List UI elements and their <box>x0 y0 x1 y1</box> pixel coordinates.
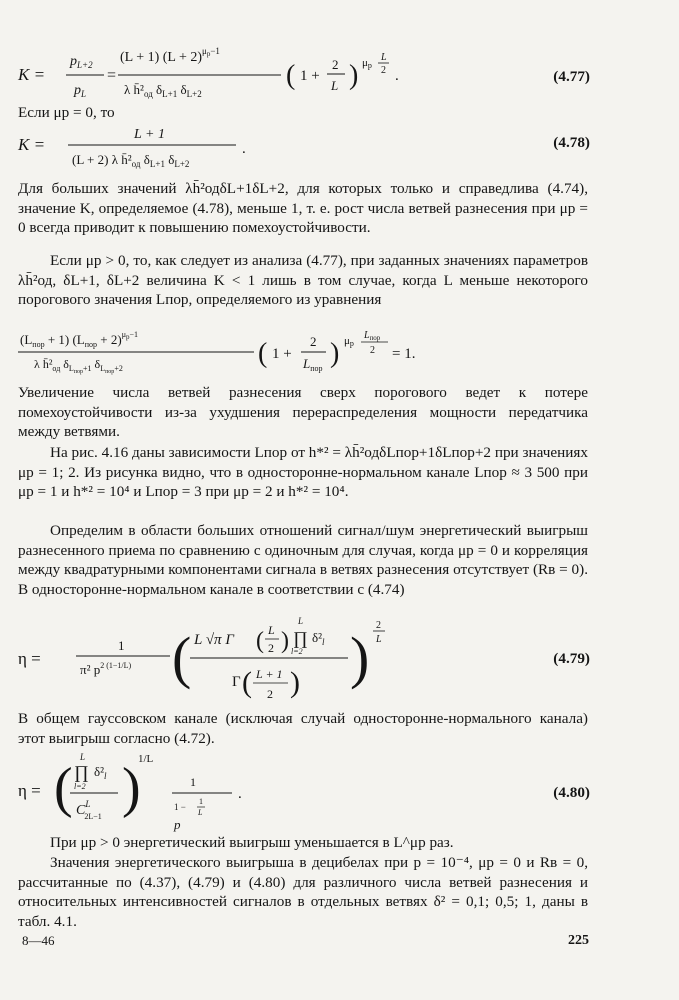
svg-text:L: L <box>331 78 339 93</box>
svg-text:Lпор: $L_{пор}$ <box>303 356 323 373</box>
svg-text:L + 1: L + 1 <box>256 667 283 681</box>
svg-text:.: . <box>242 141 246 157</box>
equation-threshold <box>18 322 590 378</box>
equation-4-79 <box>18 612 590 710</box>
svg-text:pL: $p_L$ <box>74 83 87 99</box>
equation-4-80 <box>18 748 590 834</box>
svg-text:δ²l: $\delta^2_l$ <box>312 630 325 647</box>
page-number: 225 <box>568 933 589 948</box>
svg-text:1/L: 1/L <box>138 753 154 765</box>
paragraph: На рис. 4.16 даны зависимости Lпор от h*² = λh̄²одδLпор+1δLпор+2 при значениях μр = 1; 2. Из рисунка видно, что в односторонне-нормальном канале Lпор ≈ 3 500 при μр = 1 и h*² = 10⁴ и Lпор = 3 при μр = 2 и h*² = 10⁴. <box>18 444 588 501</box>
svg-text:L: L <box>198 808 203 817</box>
svg-text:η =: η = <box>18 649 41 668</box>
paragraph: Если μр = 0, то <box>18 104 115 121</box>
svg-text:2: 2 <box>381 65 386 76</box>
paragraph: Определим в области больших отношений сигнал/шум энергетический выигрыш разнесенного приема по сравнению с одиночным для случая, когда μр = 0 и корреляция между квадратурными компонентами сигнала в ветвях разнесения отсутствует (Rв = 0). В односторонне-нормальном канале в соответствии с (4.74) <box>18 522 588 598</box>
svg-text:2: 2 <box>267 687 273 701</box>
equation-threshold-formula <box>18 322 590 378</box>
svg-text:): ) <box>349 60 359 91</box>
svg-text:L: L <box>268 623 275 637</box>
svg-text:l=2: l=2 <box>74 782 86 791</box>
svg-text:1 +: 1 + <box>272 346 292 362</box>
svg-text:): ) <box>330 338 340 369</box>
equation-number: (4.78) <box>553 134 590 151</box>
svg-text:(: ( <box>172 625 192 690</box>
svg-text:1: 1 <box>190 775 196 789</box>
svg-text:1: 1 <box>118 638 125 653</box>
equation-4-80-formula <box>18 748 590 834</box>
svg-text:1 −: 1 − <box>174 802 186 812</box>
svg-text:(: ( <box>258 338 268 369</box>
equation-4-78 <box>18 123 590 173</box>
svg-text:): ) <box>290 666 300 699</box>
paragraph: Если μр > 0, то, как следует из анализа (4.77), при заданных значениях параметров λh̄²од, δL+1, δL+2 величина K < 1 лишь в том случае, когда L меньше некоторого порогового значения Lпор, определяемого из уравнения <box>18 252 588 309</box>
svg-text:η =: η = <box>18 781 41 800</box>
svg-text:2: 2 <box>310 334 317 349</box>
svg-text:L: L <box>80 752 86 762</box>
svg-text:L: L <box>376 634 382 645</box>
svg-text:∏: ∏ <box>74 762 89 782</box>
equation-number: (4.77) <box>553 68 590 85</box>
svg-text:(: ( <box>54 757 73 819</box>
svg-text:p: p <box>174 817 181 832</box>
svg-text:2: 2 <box>370 345 375 356</box>
svg-text:1 +: 1 + <box>300 68 320 84</box>
svg-text:K =: K = <box>18 135 46 154</box>
svg-text:μр: μр <box>362 57 372 70</box>
equation-4-79-formula <box>18 612 590 710</box>
paragraph: Увеличение числа ветвей разнесения сверх порогового ведет к потере помехоустойчивости из-за ухудшения перераспределения мощности передатчика между ветвями. <box>18 384 588 441</box>
svg-text:l=2: l=2 <box>291 647 303 656</box>
paragraph: При μр > 0 энергетический выигрыш уменьшается в L^μр раз. <box>50 834 454 851</box>
equation-number: (4.80) <box>553 784 590 801</box>
svg-text:(L + 2) λ h̄²од δL+1 δL+2: (L + 2) λ $h̄^2_{од}$ $\delta_{L+1}$ $\delta_{L+2}$ <box>72 152 190 169</box>
svg-text:2: 2 <box>376 620 381 631</box>
svg-text:CL2L−1: $C^L$ 2L−1 <box>76 799 102 821</box>
svg-text:1: 1 <box>199 797 203 806</box>
svg-text:): ) <box>281 628 289 654</box>
svg-text:): ) <box>350 625 370 690</box>
equation-4-77 <box>18 42 590 102</box>
svg-text:L + 1: L + 1 <box>134 127 165 142</box>
svg-text:.: . <box>395 68 399 84</box>
svg-text:=: = <box>107 67 117 84</box>
svg-text:Γ: Γ <box>232 674 241 690</box>
equation-4-77-formula <box>18 42 590 102</box>
svg-text:2: 2 <box>332 57 339 72</box>
svg-text:∏: ∏ <box>293 628 308 648</box>
equation-number: (4.79) <box>553 650 590 667</box>
svg-text:(Lпор + 1) (Lпор + 2)μр−1: $(L_{пор} + 1) (L_{пор} + 2)^\mu р-1$ <box>20 330 139 349</box>
svg-text:λ h̄²од δLпор+1 δLпор+2: λ $h̄^2_{од}$ $\delta_Lпор+1$ $\delta_Lпор+2$ <box>34 357 123 375</box>
svg-text:L: L <box>381 52 387 63</box>
svg-text:(: ( <box>256 628 264 654</box>
svg-text:L √π Γ: L √π Γ <box>194 632 234 648</box>
svg-text:μр: μр <box>344 335 354 348</box>
paragraph: В общем гауссовском канале (исключая случай односторонне-нормального канала) этот выигрыш согласно (4.72). <box>18 710 588 747</box>
eq-lhs: K = <box>18 65 46 84</box>
paragraph: Значения энергетического выигрыша в децибелах при p = 10⁻⁴, μр = 0 и Rв = 0, рассчитанные по (4.37), (4.79) и (4.80) для различного числа ветвей разнесения и относительных интенсивностей сигналов в отдельных ветвях δ² = 0,1; 0,5; 1, даны в табл. 4.1. <box>18 854 588 930</box>
svg-text:2: 2 <box>268 641 274 655</box>
printer-signature: 8—46 <box>22 933 55 948</box>
svg-text:pL+2: $p_{L+2}$ <box>70 54 93 70</box>
svg-text:(: ( <box>242 666 252 699</box>
equation-4-78-formula <box>18 123 590 173</box>
svg-text:= 1.: = 1. <box>392 346 416 362</box>
svg-text:.: . <box>238 786 242 802</box>
svg-text:λ h̄²од δL+1 δL+2: λ $h̄^2_{од}$ $\delta_{L+1}$ $\delta_{L+2}$ <box>124 82 202 99</box>
svg-text:L: L <box>298 616 304 626</box>
paragraph: Для больших значений λh̄²одδL+1δL+2, для которых только и справедлива (4.74), значение K, определяемое (4.78), меньше 1, т. е. рост числа ветвей разнесения при μр = 0 всегда приводит к повышению помехоустойчивости. <box>18 180 588 237</box>
svg-text:(: ( <box>286 60 296 91</box>
svg-text:π² p2 (1−1/L): π² $p^{2 (1-1/L)}$ <box>80 661 132 677</box>
svg-text:Lпор: $L_{пор}$ <box>364 330 381 342</box>
svg-text:δ²l: $\delta^2_l$ <box>94 764 107 781</box>
svg-text:(L + 1) (L + 2)μр−1: (L + 1) $(L + 2)^\mu р-1$ <box>120 46 220 65</box>
svg-text:): ) <box>122 757 141 819</box>
